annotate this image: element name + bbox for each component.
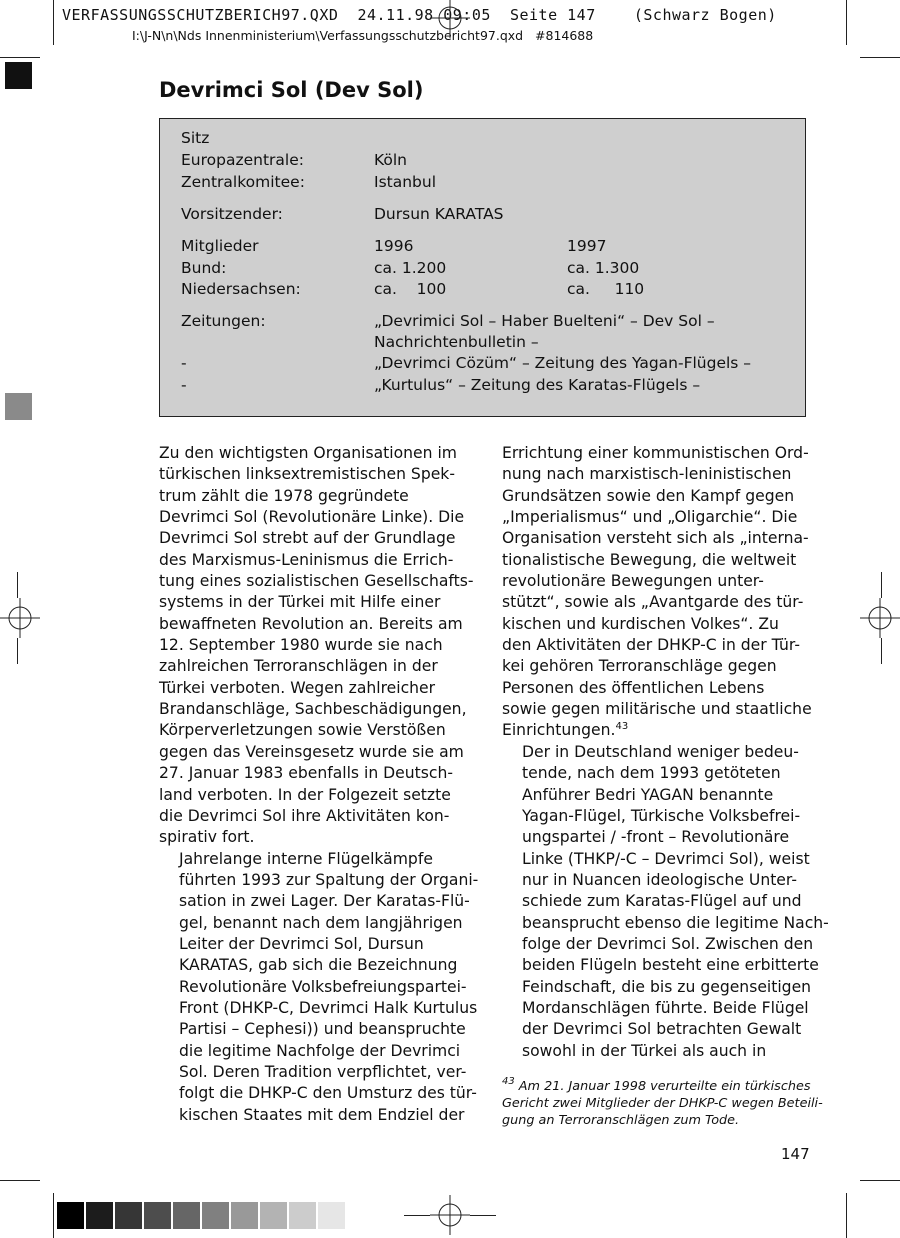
crop-mark bbox=[53, 1193, 54, 1238]
text-line: Sol. Deren Tradition verpflichtet, ver- bbox=[179, 1062, 467, 1081]
nds-1996: ca. 100 bbox=[374, 280, 447, 298]
zentral-label: Zentralkomitee: bbox=[181, 173, 305, 191]
text-line: türkischen linksextremistischen Spek- bbox=[159, 465, 455, 484]
text-line: 27. Januar 1983 ebenfalls in Deutsch- bbox=[159, 764, 453, 783]
text-line: Yagan-Flügel, Türkische Volksbefrei- bbox=[522, 806, 801, 825]
text-line: bewaffneten Revolution an. Bereits am bbox=[159, 614, 463, 633]
europa-value: Köln bbox=[374, 151, 408, 169]
text-line: nur in Nuancen ideologische Unter- bbox=[522, 870, 797, 889]
registration-line bbox=[404, 1215, 430, 1216]
registration-mark-icon bbox=[0, 598, 40, 638]
footnote-line: gung an Terroranschlägen zum Tode. bbox=[502, 1113, 740, 1128]
text-line: sation in zwei Lager. Der Karatas-Flü- bbox=[179, 892, 470, 911]
footnote-line: Gericht zwei Mitglieder der DHKP-C wegen Beteili- bbox=[502, 1096, 823, 1111]
text-line: folge der Devrimci Sol. Zwischen den bbox=[522, 934, 814, 953]
text-line: nung nach marxistisch-leninistischen bbox=[502, 465, 792, 484]
text-line: Jahrelange interne Flügelkämpfe bbox=[179, 849, 433, 868]
zeitung-1-line-1: „Devrimici Sol – Haber Buelteni“ – Dev Sol – bbox=[374, 312, 715, 330]
dash-3: - bbox=[181, 376, 187, 394]
text-line: Türkei verboten. Wegen zahlreicher bbox=[159, 678, 436, 697]
text-line: Personen des öffentlichen Lebens bbox=[502, 678, 765, 697]
text-column-left bbox=[159, 443, 479, 1126]
text-line bbox=[502, 720, 805, 741]
zeitung-1-line-2: Nachrichtenbulletin – bbox=[374, 333, 539, 351]
text-line: ungspartei / -front – Revolutionäre bbox=[522, 828, 790, 847]
registration-line bbox=[17, 572, 18, 598]
footnote-reference: 43 bbox=[615, 721, 629, 733]
slug-path-line: I:\J-N\n\Nds Innenministerium\Verfassungsschutzbericht97.qxd #814688 bbox=[132, 28, 594, 43]
text-line: Mordanschlägen führte. Beide Flügel bbox=[522, 998, 809, 1017]
gray-swatch bbox=[231, 1202, 258, 1229]
gray-swatch bbox=[318, 1202, 345, 1229]
registration-line bbox=[470, 1215, 496, 1216]
page-title: Devrimci Sol (Dev Sol) bbox=[159, 78, 424, 102]
text-line: land verboten. In der Folgezeit setzte bbox=[159, 785, 451, 804]
text-line: Linke (THKP/-C – Devrimci Sol), weist bbox=[522, 849, 810, 868]
text-line: der Devrimci Sol betrachten Gewalt bbox=[522, 1020, 802, 1039]
text-line: 12. September 1980 wurde sie nach bbox=[159, 636, 443, 655]
info-box bbox=[159, 118, 806, 417]
text-line: des Marxismus-Leninismus die Errich- bbox=[159, 550, 454, 569]
gray-swatch bbox=[144, 1202, 171, 1229]
gray-swatch bbox=[57, 1202, 84, 1229]
footnote-text: Am 21. Januar 1998 verurteilte ein türkisches bbox=[514, 1079, 811, 1094]
color-calibration-bar bbox=[57, 1202, 345, 1229]
text-line: Devrimci Sol (Revolutionäre Linke). Die bbox=[159, 508, 465, 527]
zentral-value: Istanbul bbox=[374, 173, 437, 191]
text-line: tung eines sozialistischen Gesellschafts- bbox=[159, 572, 474, 591]
registration-mark-icon bbox=[430, 1195, 470, 1235]
vorsitz-value: Dursun KARATAS bbox=[374, 205, 504, 223]
text-line: führten 1993 zur Spaltung der Organi- bbox=[179, 870, 479, 889]
text-line: „Imperialismus“ und „Oligarchie“. Die bbox=[502, 508, 798, 527]
registration-line bbox=[881, 572, 882, 598]
text-line: schiede zum Karatas-Flügel auf und bbox=[522, 892, 802, 911]
text-line: tende, nach dem 1993 getöteten bbox=[522, 764, 781, 783]
sitz-label: Sitz bbox=[181, 129, 210, 147]
text-line: gegen das Vereinsgesetz wurde sie am bbox=[159, 742, 464, 761]
crop-mark bbox=[0, 57, 40, 58]
text-line: beansprucht ebenso die legitime Nach- bbox=[522, 913, 829, 932]
vorsitz-label: Vorsitzender: bbox=[181, 205, 283, 223]
paragraph bbox=[159, 443, 474, 849]
zeitung-2: „Devrimci Cözüm“ – Zeitung des Yagan-Flügels – bbox=[374, 354, 752, 372]
text-line: Zu den wichtigsten Organisationen im bbox=[159, 444, 458, 462]
registration-line bbox=[881, 638, 882, 664]
text-line: tionalistische Bewegung, die weltweit bbox=[502, 550, 797, 569]
text-line: die legitime Nachfolge der Devrimci bbox=[179, 1041, 461, 1060]
text-line: Grundsätzen sowie den Kampf gegen bbox=[502, 486, 795, 505]
text-line: Leiter der Devrimci Sol, Dursun bbox=[179, 934, 424, 953]
gray-swatch bbox=[173, 1202, 200, 1229]
europa-label: Europazentrale: bbox=[181, 151, 304, 169]
text-line: Front (DHKP-C, Devrimci Halk Kurtulus bbox=[179, 998, 478, 1017]
zeitung-3: „Kurtulus“ – Zeitung des Karatas-Flügels – bbox=[374, 376, 701, 394]
footnote-number: 43 bbox=[502, 1076, 515, 1087]
year-1996: 1996 bbox=[374, 237, 414, 255]
crop-mark bbox=[53, 0, 54, 45]
text-line: sowie gegen militärische und staatliche bbox=[502, 700, 812, 719]
text-line: Körperverletzungen sowie Verstößen bbox=[159, 721, 446, 740]
year-1997: 1997 bbox=[567, 237, 607, 255]
text-line: Errichtung einer kommunistischen Ord- bbox=[502, 444, 809, 462]
slug-file-line: VERFASSUNGSSCHUTZBERICH97.QXD 24.11.98 09:05 Seite 147 (Schwarz Bogen) bbox=[62, 6, 777, 24]
text-line: Revolutionäre Volksbefreiungspartei- bbox=[179, 977, 467, 996]
text-line: trum zählt die 1978 gegründete bbox=[159, 486, 409, 505]
gray-swatch bbox=[260, 1202, 287, 1229]
paragraph bbox=[159, 849, 479, 1126]
registration-line bbox=[17, 638, 18, 664]
crop-mark bbox=[846, 1193, 847, 1238]
text-line: kischen Staates mit dem Endziel der bbox=[179, 1105, 465, 1124]
text-line: Brandanschläge, Sachbeschädigungen, bbox=[159, 700, 467, 719]
gray-swatch bbox=[289, 1202, 316, 1229]
registration-mark-icon bbox=[860, 598, 900, 638]
text-line: gel, benannt nach dem langjährigen bbox=[179, 913, 463, 932]
text-line: kei gehören Terroranschläge gegen bbox=[502, 657, 777, 676]
dash-2: - bbox=[181, 354, 187, 372]
crop-mark bbox=[860, 1180, 900, 1181]
gray-swatch bbox=[202, 1202, 229, 1229]
text-line: Partisi – Cephesi)) und beanspruchte bbox=[179, 1020, 466, 1039]
text-line: Devrimci Sol strebt auf der Grundlage bbox=[159, 529, 456, 548]
text-line: die Devrimci Sol ihre Aktivitäten kon- bbox=[159, 806, 450, 825]
text-line: Organisation versteht sich als „interna- bbox=[502, 529, 809, 548]
text-line: KARATAS, gab sich die Bezeichnung bbox=[179, 956, 458, 975]
nds-1997: ca. 110 bbox=[567, 280, 645, 298]
paragraph bbox=[502, 742, 829, 1062]
text-line: systems in der Türkei mit Hilfe einer bbox=[159, 593, 441, 612]
text-line: Anführer Bedri YAGAN benannte bbox=[522, 785, 774, 804]
black-marker bbox=[5, 62, 32, 89]
text-line: folgt die DHKP-C den Umsturz des tür- bbox=[179, 1084, 477, 1103]
paragraph bbox=[502, 443, 812, 742]
text-line: beiden Flügeln besteht eine erbitterte bbox=[522, 956, 819, 975]
footnote-line bbox=[502, 1078, 812, 1095]
gray-swatch bbox=[115, 1202, 142, 1229]
gray-swatch bbox=[86, 1202, 113, 1229]
zeitungen-label: Zeitungen: bbox=[181, 312, 266, 330]
crop-mark bbox=[0, 1180, 40, 1181]
text-line: Feindschaft, die bis zu gegenseitigen bbox=[522, 977, 812, 996]
text-line: Der in Deutschland weniger bedeu- bbox=[522, 742, 799, 761]
footnote bbox=[502, 1076, 823, 1129]
text-line: zahlreichen Terroranschlägen in der bbox=[159, 657, 438, 676]
text-line: sowohl in der Türkei als auch in bbox=[522, 1041, 767, 1060]
bund-1997: ca. 1.300 bbox=[567, 259, 640, 277]
crop-mark bbox=[860, 57, 900, 58]
page-number: 147 bbox=[781, 1145, 810, 1163]
text-line: spirativ fort. bbox=[159, 828, 255, 847]
crop-mark bbox=[846, 0, 847, 45]
nds-label: Niedersachsen: bbox=[181, 280, 301, 298]
gray-marker bbox=[5, 393, 32, 420]
bund-1996: ca. 1.200 bbox=[374, 259, 447, 277]
text-line: kischen und kurdischen Volkes“. Zu bbox=[502, 614, 779, 633]
text-line: revolutionäre Bewegungen unter- bbox=[502, 572, 764, 591]
text-line: stützt“, sowie als „Avantgarde des tür- bbox=[502, 593, 804, 612]
mitglieder-label: Mitglieder bbox=[181, 237, 259, 255]
text-column-right bbox=[502, 443, 829, 1062]
text-fragment: Einrichtungen. bbox=[502, 721, 616, 740]
registration-mark-icon bbox=[430, 0, 470, 38]
text-line: den Aktivitäten der DHKP-C in der Tür- bbox=[502, 636, 800, 655]
bund-label: Bund: bbox=[181, 259, 227, 277]
